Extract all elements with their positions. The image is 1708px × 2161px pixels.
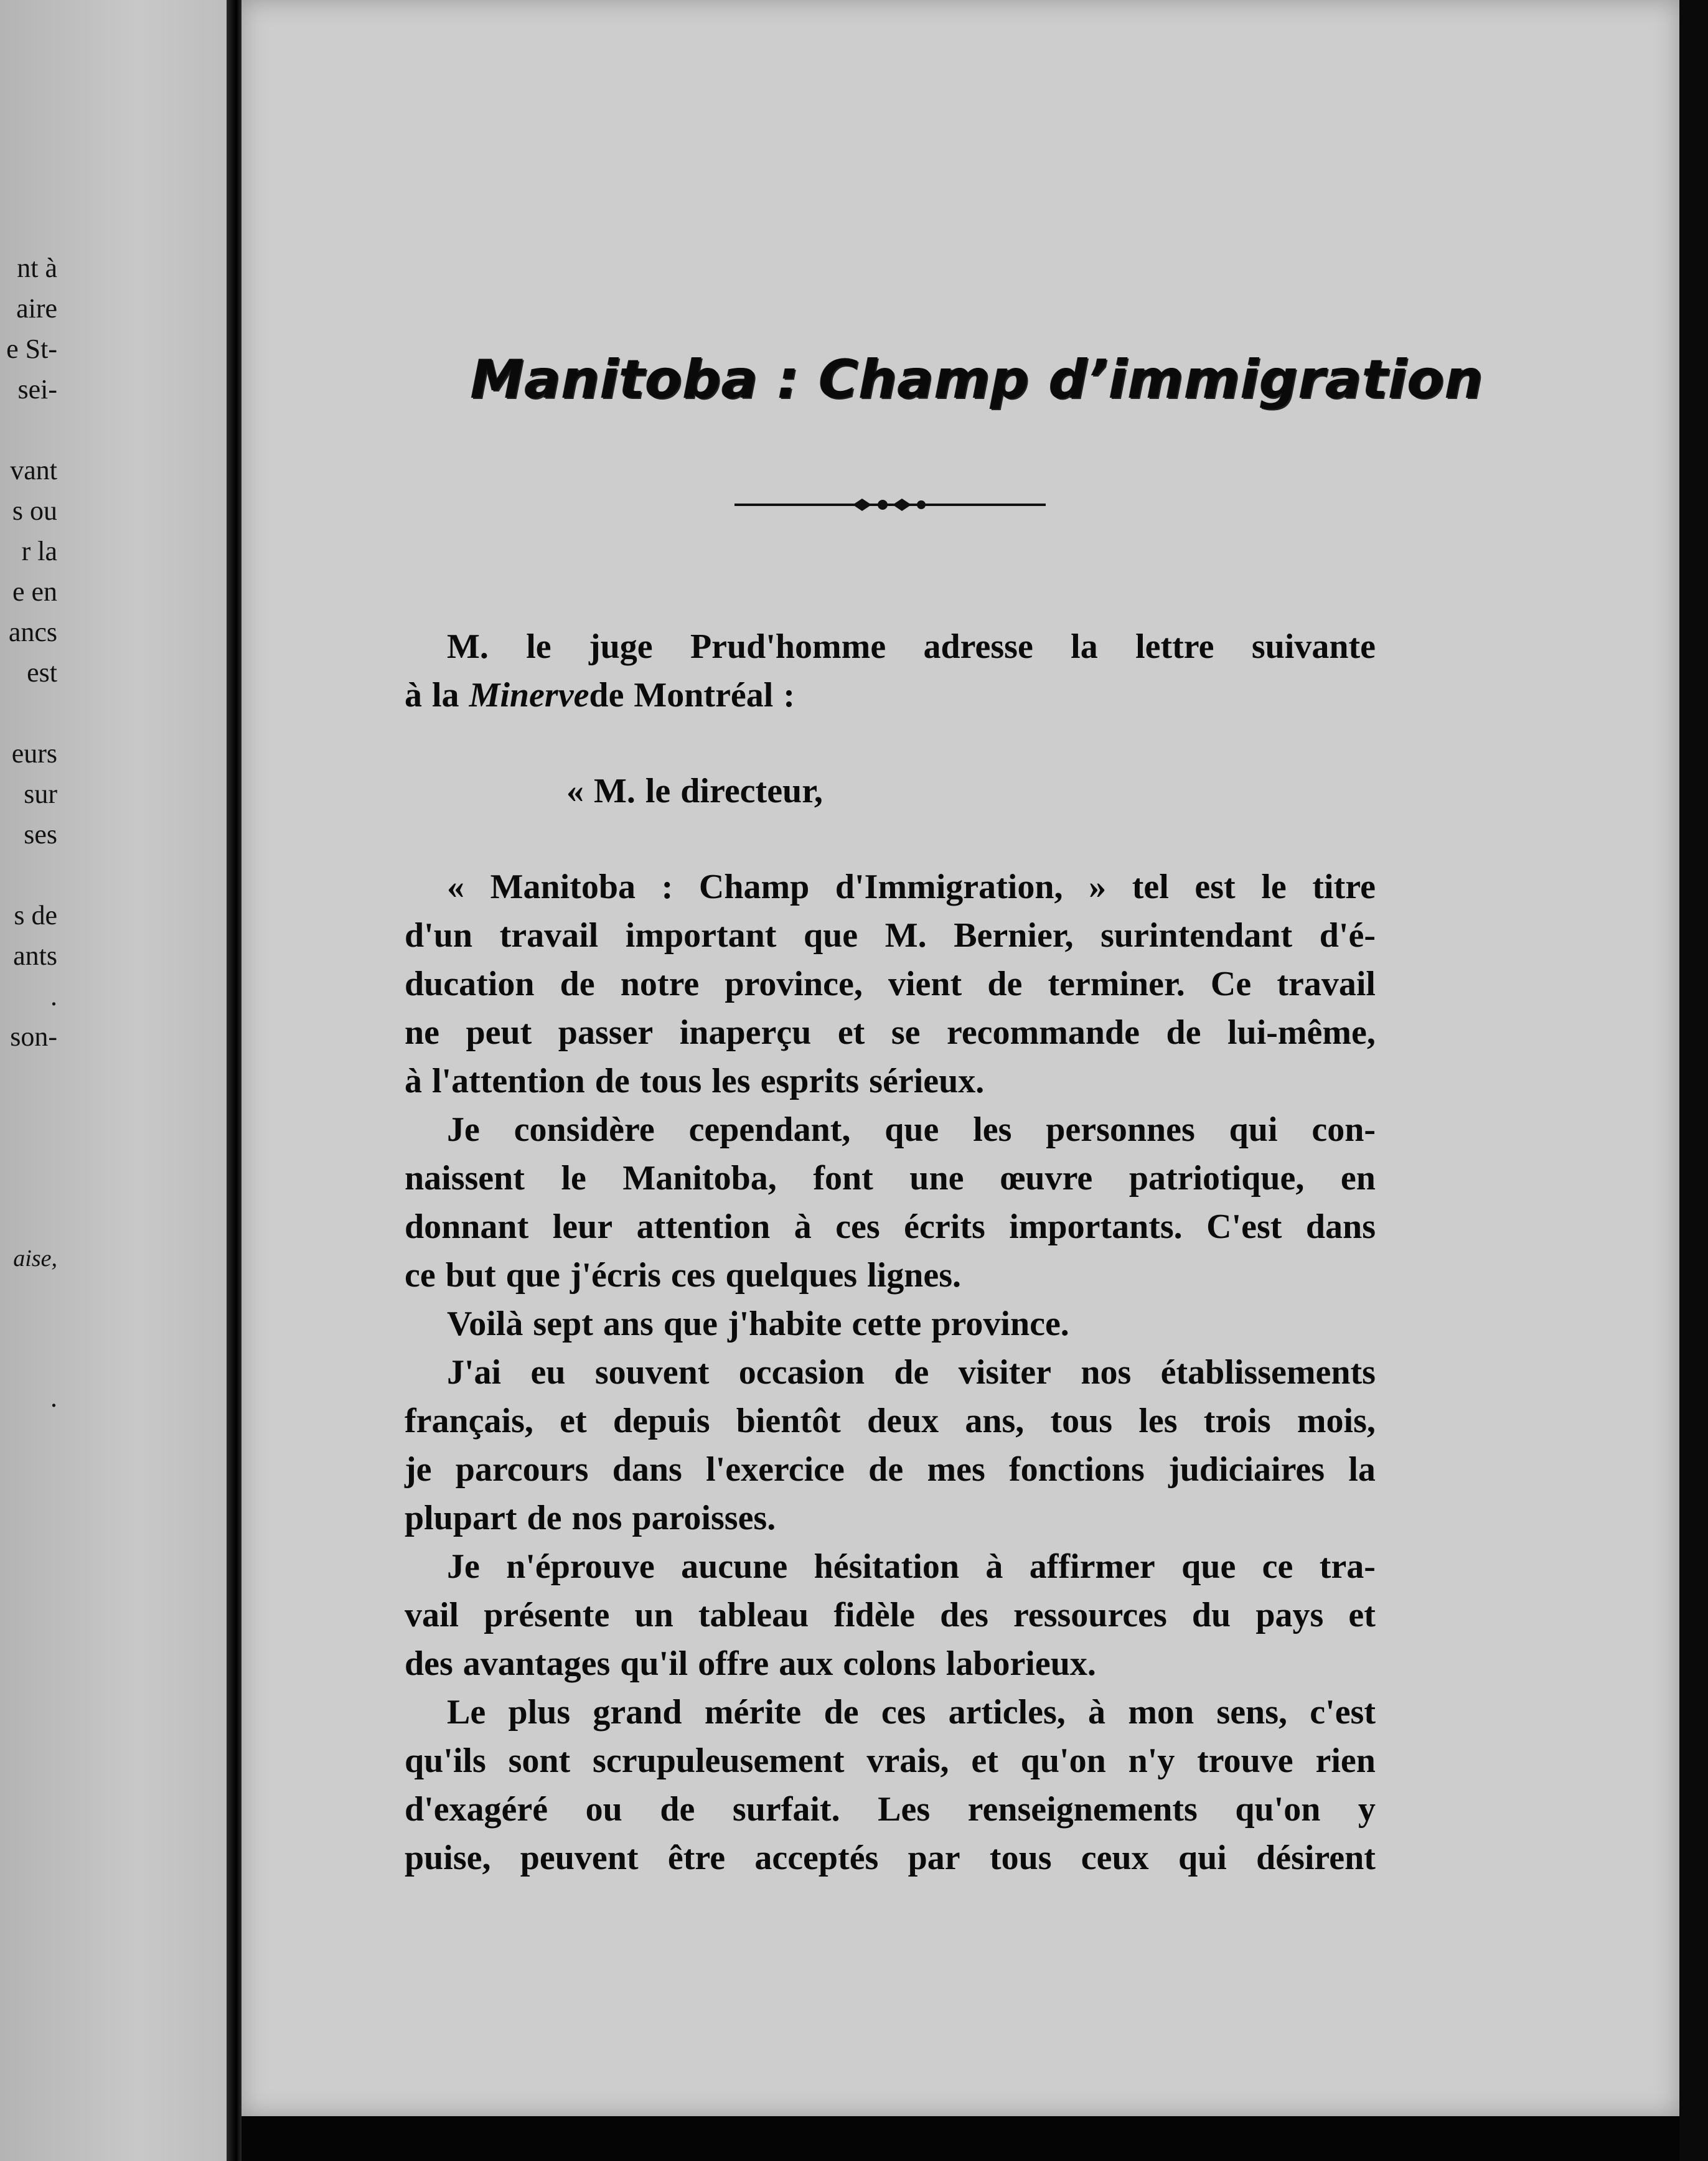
word: mois, [1297, 1402, 1376, 1440]
word: colons [843, 1644, 936, 1683]
word: but [445, 1256, 496, 1295]
word: tableau [698, 1596, 809, 1634]
word: sont [508, 1741, 571, 1780]
word: J'ai [447, 1353, 502, 1392]
text-line [405, 1397, 1376, 1445]
text-line [405, 863, 1376, 911]
word: dans [612, 1450, 682, 1489]
word: vient [888, 965, 962, 1003]
word: la [1071, 627, 1098, 666]
word: d'é- [1319, 916, 1376, 955]
word: laborieux. [946, 1644, 1096, 1683]
text-line [405, 960, 1376, 1008]
word: Montréal [634, 676, 774, 715]
word: M. [447, 627, 489, 666]
word: passer [558, 1013, 654, 1052]
word: en [1340, 1159, 1376, 1198]
word: « [566, 772, 584, 810]
word: con- [1312, 1110, 1376, 1149]
text-line [405, 1300, 1376, 1348]
word: Voilà [447, 1305, 523, 1343]
facing-page-text-fragment: ses [24, 819, 57, 850]
word: tous [1050, 1402, 1113, 1440]
word: avantages [462, 1644, 611, 1683]
word: d'un [405, 916, 472, 955]
word: qui [1229, 1110, 1278, 1149]
facing-page-fragment [0, 0, 232, 2161]
word: esprits [760, 1062, 860, 1100]
text-line [405, 671, 1376, 720]
word: aux [779, 1644, 833, 1683]
word: l'attention [432, 1062, 585, 1100]
text-line [405, 1008, 1376, 1057]
word: j'habite [727, 1305, 842, 1343]
word: visiter [958, 1353, 1052, 1392]
word: Je [447, 1110, 480, 1149]
word: » [1089, 868, 1107, 906]
word: province, [725, 965, 863, 1003]
word: que [804, 916, 858, 955]
page-edge-right [1679, 0, 1708, 2161]
facing-page-text-fragment: son- [10, 1021, 57, 1052]
word: surintendant [1100, 916, 1293, 955]
word: directeur, [680, 772, 823, 810]
word: de [894, 1353, 929, 1392]
text-line [405, 1348, 1376, 1397]
word: province. [931, 1305, 1069, 1343]
word: Les [878, 1790, 931, 1829]
facing-page-text-fragment: s de [14, 900, 57, 930]
word: articles, [948, 1693, 1066, 1732]
word: nos [571, 1499, 622, 1537]
word: d'Immigration, [835, 868, 1063, 906]
word: M. [884, 916, 927, 955]
word: œuvre [1000, 1159, 1093, 1198]
word: de [1166, 1013, 1201, 1052]
text-line [405, 1591, 1376, 1639]
word: lui-même, [1227, 1013, 1376, 1052]
facing-page-text-fragment: nt à [17, 253, 57, 283]
word: une [909, 1159, 964, 1198]
word: souvent [594, 1353, 710, 1392]
facing-page-text-fragment: ancs [8, 617, 57, 647]
word: qui [1178, 1839, 1227, 1877]
word: de [987, 965, 1023, 1003]
word: trouve [1197, 1741, 1293, 1780]
facing-page-text-fragment: e en [12, 576, 57, 607]
word: recommande [946, 1013, 1140, 1052]
word: hésitation [814, 1547, 959, 1586]
word: n'éprouve [506, 1547, 655, 1586]
word: Ce [1210, 965, 1252, 1003]
word: lettre [1135, 627, 1214, 666]
word: : [661, 868, 673, 906]
word: plus [508, 1693, 571, 1732]
word: que [884, 1110, 939, 1149]
facing-page-text-fragment: s ou [12, 495, 57, 526]
word: les [973, 1110, 1012, 1149]
word: de [824, 1693, 859, 1732]
word: depuis [612, 1402, 710, 1440]
word: quelques [725, 1256, 858, 1295]
word: adresse [923, 627, 1033, 666]
word: bientôt [736, 1402, 841, 1440]
word: vrais, [866, 1741, 949, 1780]
word: Le [447, 1693, 486, 1732]
title-ornament [734, 495, 1046, 514]
text-line [405, 1445, 1376, 1494]
text-line [405, 1639, 1376, 1688]
word: le [561, 1159, 586, 1198]
word: peuvent [520, 1839, 639, 1877]
book-spine [227, 0, 243, 2161]
word: ceux [1081, 1839, 1149, 1877]
word: Prud'homme [690, 627, 886, 666]
word: paroisses. [632, 1499, 776, 1537]
word: ducation [405, 965, 535, 1003]
word: dans [1305, 1207, 1376, 1246]
text-line [405, 1105, 1376, 1154]
word: des [405, 1644, 453, 1683]
word: vail [405, 1596, 459, 1634]
paragraph-gap [405, 815, 1376, 863]
word: de [868, 1450, 904, 1489]
word: travail [1277, 965, 1376, 1003]
word: renseignements [967, 1790, 1198, 1829]
word: à [1088, 1693, 1106, 1732]
word: de [594, 1062, 630, 1100]
word: scrupuleusement [593, 1741, 845, 1780]
text-line [405, 911, 1376, 960]
word: juge [588, 627, 653, 666]
text-line [405, 1737, 1376, 1785]
text-line [405, 1202, 1376, 1251]
word: cette [852, 1305, 922, 1343]
word: la [432, 676, 459, 715]
facing-page-text-fragment: est [27, 657, 57, 688]
word: ans [603, 1305, 654, 1343]
word: puise, [405, 1839, 491, 1877]
text-line [405, 1785, 1376, 1834]
word: tel [1132, 868, 1169, 906]
paragraph-gap [405, 720, 1376, 767]
word: judiciaires [1168, 1450, 1325, 1489]
word: la [1348, 1450, 1376, 1489]
facing-page-text-fragment: aise, [13, 1245, 57, 1272]
word: désirent [1256, 1839, 1376, 1877]
word: français, [405, 1402, 533, 1440]
word: fidèle [833, 1596, 915, 1634]
word: Bernier, [954, 916, 1074, 955]
word: tous [989, 1839, 1052, 1877]
word: fonctions [1009, 1450, 1145, 1489]
text-line [405, 767, 1376, 815]
word: de [560, 965, 595, 1003]
word: être [667, 1839, 726, 1877]
word: font [813, 1159, 873, 1198]
word: donnant [405, 1207, 529, 1246]
word: titre [1312, 868, 1376, 906]
text-line [405, 1154, 1376, 1202]
word: se [891, 1013, 921, 1052]
word: lignes. [867, 1256, 962, 1295]
word: nos [1081, 1353, 1132, 1392]
word: parcours [455, 1450, 589, 1489]
word: pays [1255, 1596, 1324, 1634]
word: les [1138, 1402, 1178, 1440]
word: importants. [1009, 1207, 1183, 1246]
word: occasion [738, 1353, 865, 1392]
word: qu'on [1235, 1790, 1321, 1829]
word: plupart [405, 1499, 517, 1537]
word: cependant, [688, 1110, 851, 1149]
word: naissent [405, 1159, 525, 1198]
text-line [405, 1494, 1376, 1542]
word: n'y [1128, 1741, 1175, 1780]
word: qu'ils [405, 1741, 486, 1780]
word: ces [881, 1693, 926, 1732]
word: ou [585, 1790, 622, 1829]
word: tous [639, 1062, 702, 1100]
word: terminer. [1048, 965, 1185, 1003]
word: d'exagéré [405, 1790, 548, 1829]
page-edge-bottom [242, 2116, 1679, 2161]
word: à [405, 676, 422, 715]
word: attention [636, 1207, 771, 1246]
word: aucune [681, 1547, 788, 1586]
text-line [405, 1057, 1376, 1105]
word: sérieux. [869, 1062, 985, 1100]
word: ce [1262, 1547, 1293, 1586]
word: qu'il [620, 1644, 688, 1683]
word: personnes [1046, 1110, 1195, 1149]
facing-page-text-fragment: e St- [6, 334, 57, 364]
word: que [1181, 1547, 1236, 1586]
word: sens, [1216, 1693, 1287, 1732]
facing-page-text-fragment: . [50, 1382, 57, 1413]
facing-page-text-fragment: sei- [17, 374, 57, 405]
word: considère [514, 1110, 655, 1149]
word: : [783, 676, 795, 715]
word: ce [405, 1256, 436, 1295]
word: deux [866, 1402, 939, 1440]
word: Je [447, 1547, 480, 1586]
word: Minerve [469, 676, 589, 715]
word: et [1348, 1596, 1376, 1634]
word: que [663, 1305, 718, 1343]
word: les [711, 1062, 751, 1100]
word: l'exercice [706, 1450, 845, 1489]
word: affirmer [1029, 1547, 1155, 1586]
facing-page-text-fragment: vant [10, 455, 57, 485]
word: que [505, 1256, 560, 1295]
word: Manitoba, [622, 1159, 777, 1198]
word: rien [1315, 1741, 1376, 1780]
word: leur [552, 1207, 613, 1246]
word: ne [405, 1013, 439, 1052]
word: acceptés [754, 1839, 879, 1877]
facing-page-text-fragment: aire [16, 293, 57, 324]
word: à [405, 1062, 422, 1100]
word: patriotique, [1128, 1159, 1305, 1198]
word: mérite [704, 1693, 802, 1732]
word: et [560, 1402, 587, 1440]
word: le [526, 627, 551, 666]
word: M. [594, 772, 636, 810]
word: qu'on [1020, 1741, 1106, 1780]
word: tra- [1319, 1547, 1376, 1586]
word: C'est [1206, 1207, 1282, 1246]
word: ans, [965, 1402, 1025, 1440]
word: établissements [1160, 1353, 1376, 1392]
word: important [625, 916, 777, 955]
word: du [1191, 1596, 1231, 1634]
word: et [971, 1741, 998, 1780]
facing-page-text-fragment: ants [13, 940, 57, 971]
word: le [645, 772, 671, 810]
word: ressources [1013, 1596, 1167, 1634]
word: suivante [1251, 627, 1376, 666]
facing-page-text-fragment: sur [24, 779, 57, 809]
text-line [405, 1251, 1376, 1300]
word: grand [593, 1693, 682, 1732]
word: est [1194, 868, 1236, 906]
word: travail [499, 916, 599, 955]
text-line [405, 1542, 1376, 1591]
word: à [794, 1207, 812, 1246]
facing-page-text-fragment: eurs [11, 738, 57, 769]
word: peut [466, 1013, 532, 1052]
word: y [1358, 1790, 1376, 1829]
word: de [527, 1499, 562, 1537]
word: écrits [904, 1207, 985, 1246]
word: je [405, 1450, 432, 1489]
word: mon [1128, 1693, 1194, 1732]
word: par [908, 1839, 960, 1877]
word: des [940, 1596, 988, 1634]
word: j'écris [570, 1256, 661, 1295]
word: c'est [1310, 1693, 1376, 1732]
word: un [634, 1596, 673, 1634]
word: surfait. [732, 1790, 840, 1829]
word: de [589, 676, 624, 715]
word: mes [927, 1450, 985, 1489]
word: de [660, 1790, 695, 1829]
word: offre [698, 1644, 769, 1683]
word: ces [835, 1207, 880, 1246]
facing-page-text-fragment: . [50, 981, 57, 1011]
text-line [405, 1688, 1376, 1737]
text-line [405, 622, 1376, 671]
word: Champ [698, 868, 810, 906]
word: inaperçu [679, 1013, 812, 1052]
word: ces [670, 1256, 716, 1295]
word: eu [530, 1353, 566, 1392]
word: et [837, 1013, 865, 1052]
word: à [985, 1547, 1003, 1586]
word: trois [1203, 1402, 1271, 1440]
word: le [1261, 868, 1287, 906]
text-line [405, 1834, 1376, 1882]
word: présente [484, 1596, 610, 1634]
word: sept [533, 1305, 593, 1343]
word: Manitoba [490, 868, 636, 906]
word: « [447, 868, 464, 906]
word: notre [620, 965, 700, 1003]
page-title: Manitoba : Champ d’immigration [471, 349, 1484, 411]
article-body [405, 622, 1376, 1882]
facing-page-text-fragment: r la [21, 536, 57, 566]
